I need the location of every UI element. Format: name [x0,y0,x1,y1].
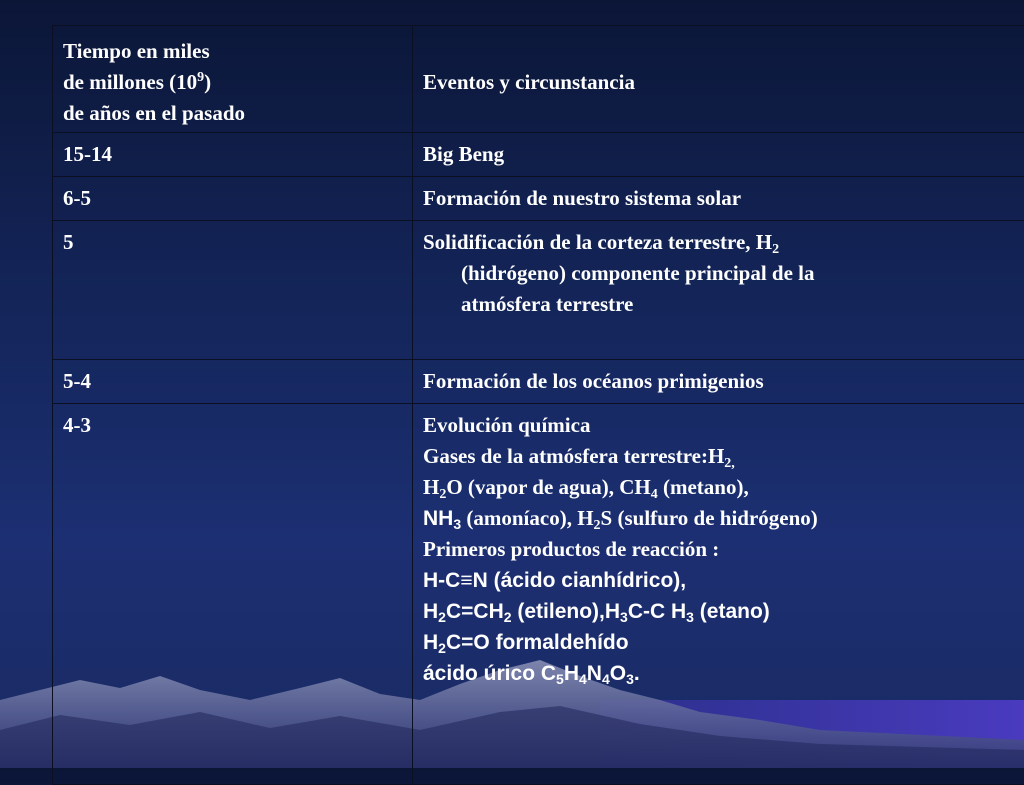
table-row [53,133,1024,177]
event-cell [413,404,1024,785]
event-cell: Formación de nuestro sistema solar [413,177,1024,221]
header-time-cell [53,26,413,133]
table-row [53,221,1024,360]
event-line: Solidificación de la corteza terrestre, $H_2$ [423,227,1017,258]
event-line: Gases de la atmósfera $terrestre:H_{2,}$ [423,441,1017,472]
time-cell: 15-14 [53,133,413,177]
event-line: Evolución química [423,410,1017,441]
event-cell: Big Beng [413,133,1024,177]
table-row [53,360,1024,404]
event-line: $H_2O$ (vapor de agua), $CH_4$ (metano), [423,472,1017,503]
event-line: $H_2C=O$ formaldehído [423,627,1017,658]
event-line: atmósfera terrestre [423,289,1017,320]
event-line: (hidrógeno) componente principal de la [423,258,1017,289]
event-line: Primeros productos de reacción : [423,534,1017,565]
time-cell: 5 [53,221,413,360]
event-line: ácido úrico $C_5H_4N_4O_3$. [423,658,1017,689]
event-cell [413,221,1024,360]
time-cell: 5-4 [53,360,413,404]
table-row [53,404,1024,785]
event-line: $H_2C=CH_2$ $(etileno),H_3C-C$ $H_3$ (etano) [423,596,1017,627]
event-cell: Formación de los océanos primigenios [413,360,1024,404]
time-cell: 4-3 [53,404,413,785]
header-time-line1: Tiempo en miles [63,36,402,67]
timeline-table [52,25,1024,785]
time-cell: 6-5 [53,177,413,221]
table-row [53,177,1024,221]
event-line: $NH_3$ (amoníaco), $H_2S$ (sulfuro de hidrógeno) [423,503,1017,534]
header-events-cell: Eventos y circunstancia [413,26,1024,133]
event-line: H-C≡N (ácido cianhídrico), [423,565,1017,596]
header-row [53,26,1024,133]
header-time-line2: de millones $(10^9)$ [63,67,402,98]
header-time-line3: de años en el pasado [63,98,402,129]
